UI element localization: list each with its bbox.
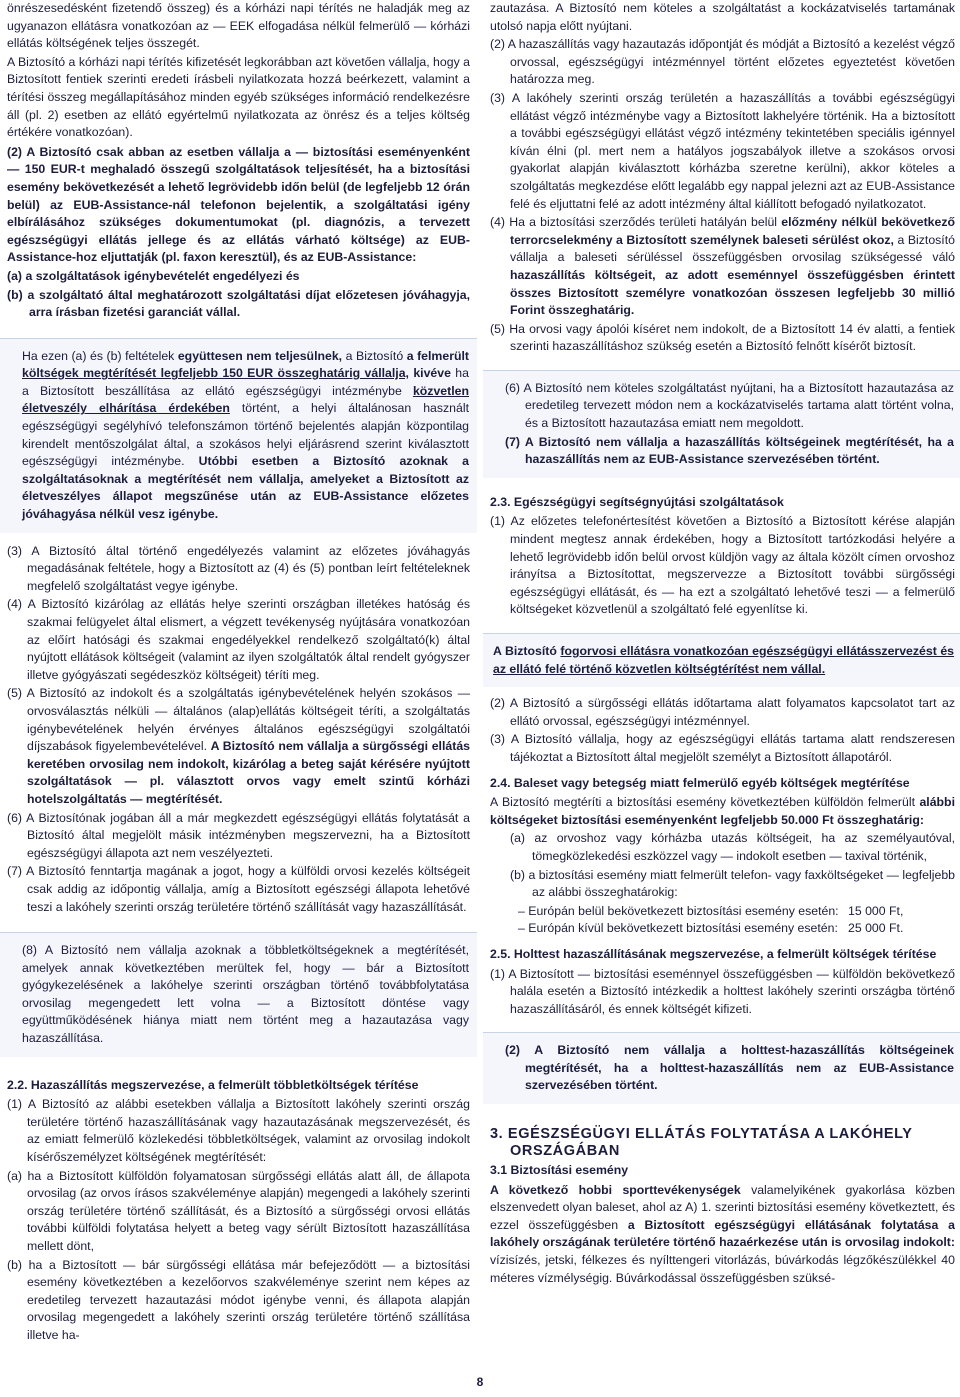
text-span: a Biztosított egészségügyi ellátásának folytatása a lakóhely országának területére történő hazaérkezése után is orvosilag indokolt: (490, 1217, 955, 1250)
notice-text: (8) A Biztosító nem vállalja azoknak a többletköltségeknek a megtérítését, amelyek annak következtében merültek fel, hogy — bár a Biztosított gyógykezelésének a lakóhelye szerinti országban történő továbbfolytatása orvosilag megengedett lett volna — a Biztosított döntése vagy együttműködésének hiánya miatt nem történt meg a hazautazása vagy hazaszállítása. (22, 943, 469, 1046)
text-span: fogorvosi ellátásra vonatkozóan egészségügyi ellátásszervezést és az ellátó felé történő közvetlen költségtérítést nem vállal. (493, 644, 955, 676)
paragraph (490, 794, 955, 829)
paragraph: önrészesedésként fizetendő összeg) és a kórházi napi térítés ne haladják meg az ugyanazon ellátásra vonatkozóan az — EEK elfogadása nélkül felmerülő — kórházi ellátás költségének teljes összegét. (7, 1, 470, 51)
list-item (490, 867, 955, 902)
text-span: A Biztosító nem vállalja a sürgősségi ellátás keretében orvosilag nem indokolt, kizárólag a beteg saját kérésére nyújtott szolgáltatások — pl. választott orvos vagy emelt szintű kórházi hotelszolgáltatás — megtérítését. (27, 739, 470, 806)
amount-value: 15 000 Ft, (848, 903, 904, 918)
section-heading: 2.4. Baleset vagy betegség miatt felmerülő egyéb költségek megtérítése (490, 775, 910, 790)
notice-box (0, 338, 477, 533)
notice-text (493, 643, 954, 678)
text-span: kivéve (408, 366, 451, 381)
text-span: vízisízés, jetski, félkezes és nyílttengeri vitorlázás, búvárkodás légzőkészülékkel 40 méteres vízmélységig. Búvárkodással összefüggésben szüksé- (490, 1253, 955, 1285)
amount-label: – Európán belül bekövetkezett biztosítási esemény esetén: (518, 903, 839, 918)
text-span: együttesen nem teljesülnek, (177, 348, 343, 363)
section-heading: 2.3. Egészségügyi segítségnyújtási szolgáltatások (490, 494, 784, 509)
list-item: (a) ha a Biztosított külföldön folyamatosan sürgősségi ellátás alatt áll, de állapota orvosilag (az orvos írásos szakvéleménye alapján) megengedi a lakóhely szerinti ország területére történő szállítását, és a Biztosító a sürgősségi orvosi ellátás további külföldi folytatása helyett a beteg vagy sérült Biztosított hazaszállítása mellett dönt, (7, 1168, 470, 1253)
text-span: A Biztosító megtéríti a biztosítási esemény következtében külföldön felmerült (490, 795, 920, 810)
page-number: 8 (476, 1375, 484, 1389)
list-item: (b) ha a Biztosított — bár sürgősségi ellátása már befejeződött — a biztosítási esemény következtében a kezelőorvos szakvéleménye szerint nem képes az eredetileg tervezett hazautazási módot igénybe venni, és állapota alapján orvosilag megengedett a lakóhely szerinti ország területére történő szállítása illetve ha- (7, 1257, 470, 1342)
text-span: ha a Biztosított beszállítása az ellátó egészségügyi intézménybe (22, 366, 469, 398)
text-span: hazaszállítás költségeit, az adott eseménnyel összefüggésben érintett összes Biztosított személyre vonatkozóan összesen legfeljebb 30 millió Forint összeghatárig. (510, 267, 955, 318)
text-span: a felmerült (406, 348, 470, 363)
chapter-heading: 3. EGÉSZSÉGÜGYI ELLÁTÁS FOLYTATÁSA A LAKÓHELY ORSZÁGÁBAN (490, 1126, 913, 1160)
text-span: Ha ezen (a) és (b) feltételek (22, 348, 178, 363)
right-column (490, 0, 955, 1288)
amount-row (490, 920, 955, 938)
paragraph: (2) A Biztosító csak abban az esetben vállalja a — biztosítási eseményenként — 150 EUR-t meghaladó összegű szolgáltatások teljesítését, ha a biztosítási esemény bekövetkezését a lehető legrövidebb időn belül (de legfeljebb 12 órán belül) az EUB-Assistance-nál telefonon bejelentik, a szolgáltatási igény elbírálásához szükséges dokumentumokat (pl. diagnózis, a tervezett egészségügyi ellátás jellege és az ellátás várható költsége) az EUB-Assistance-hoz eljuttatják (pl. faxon keresztül), és az EUB-Assistance: (7, 144, 470, 265)
list-item (490, 830, 955, 865)
section-heading: 2.5. Holttest hazaszállításának megszervezése, a felmerült költségek térítése (490, 946, 937, 961)
notice-text: (2) A Biztosító nem vállalja a holttest-hazaszállítás költségeinek megtérítését, ha a holttest-hazaszállítás nem az EUB-Assistance szervezésében történt. (505, 1043, 954, 1093)
notice-text: (7) A Biztosító nem vállalja a hazaszállítás költségeinek megtérítését, ha a hazaszállítás nem az EUB-Assistance szervezésében történt. (505, 434, 954, 467)
paragraph: A Biztosító a kórházi napi térítés kifizetését legkorábban azt követően vállalja, hogy a Biztosított fentiek szerinti eredeti írásbeli nyilatkozata hozzá beérkezett, valamint a térítési összeg megállapításához minden egyéb szükséges információ rendelkezésre áll (pl. 2) esetben az ellátó egyértelmű nyilatkozata az önrész és a teljes költség értékére vonatkozóan). (7, 54, 470, 140)
paragraph: (3) A lakóhely szerinti ország területén a hazaszállítás a további egészségügyi ellátást végző intézménybe vagy a Biztosított lakhelyére történik. Ha a biztosított a további egészségügyi ellátást végző intézmény tekintetében speciális igénnyel kíván élni (pl. mert nem a hatályos jogszabályok illetve a szokásos orvosi gyakorlat alapján kiválasztott kórházba szeretne kerülni), akkor köteles a szolgáltatás megkezdése előtt legalább egy nappal jelezni azt az EUB-Assistance felé és eljuttatni felé az adott intézmény által kiállított befogadó nyilatkozatot. (490, 90, 955, 211)
paragraph: (5) Ha orvosi vagy ápolói kíséret nem indokolt, de a Biztosított 14 év alatti, a fentiek szerinti hazaszállításhoz szükség esetén a Biztosító felnőtt kísérőt biztosít. (490, 321, 955, 354)
notice-text: (6) A Biztosító nem köteles szolgáltatást nyújtani, ha a Biztosított hazautazása az eredetileg tervezett módon nem a kockázatviselés tartama alatt történt volna, és a Biztosított hazautazása emiatt nem megoldott. (505, 380, 954, 431)
amount-value: 25 000 Ft. (848, 921, 904, 936)
text-span: közvetlen életveszély elhárítása érdekében (22, 383, 469, 416)
paragraph: (1) Az előzetes telefonértesítést követően a Biztosító a Biztosított kérése alapján mindent megtesz annak érdekében, hogy a Biztosított tartózkodási helyére a lehető legrövidebb időn belül orvost küldjön vagy az általa közölt címen orvoshoz irányítsa a Biztosítottat, megszervezze a Biztosított további sürgősségi egészségügyi ellátását, és — ha ezt a szolgáltató lehetővé teszi — a felmerülő költségeket közvetlenül a szolgáltató felé egyenlítse ki. (490, 514, 955, 617)
paragraph: (7) A Biztosító fenntartja magának a jogot, hogy a külföldi orvosi kezelés költségeit csak addig az időpontig vállalja, amíg a Biztosított egészségi állapota lehetővé teszi a lakóhely szerinti ország területére történő szállítását vagy hazaszállítását. (7, 864, 470, 914)
notice-box (483, 633, 960, 687)
paragraph: (3) A Biztosító vállalja, hogy az egészségügyi ellátás tartama alatt rendszeresen tájékoztat a Biztosított által megjelölt személyt a Biztosított állapotáról. (490, 732, 955, 764)
text-span: (5) A Biztosító az indokolt és a szolgáltatás igénybevételének helyén szokásos — orvosválasztás nélküli — általános (alap)ellátás költségeit téríti, a szolgáltatás igénybevételének helyén érvényes általános egészségügyi szolgáltatói díjszabások figyelembevételével. (7, 686, 470, 754)
list-item: (a) a szolgáltatások igénybevételét engedélyezi és (7, 268, 300, 283)
text-span: előzmény nélkül bekövetkező terrorcselekmény a Biztosított személynek baleseti sérülést okoz, (510, 215, 956, 247)
text-span: történt, a helyi általánosan használt egészségügyi segélyhívó telefonszámon történő bejelentés alapján központilag kirendelt mentőszolgálat által, a szokásos helyi eljárásrend szerint kiválasztott egészségügyi intézménybe. (22, 401, 469, 469)
notice-box (0, 932, 477, 1057)
paragraph (7, 685, 470, 808)
text-span: (4) Ha a biztosítási szerződés területi hatályán belül (490, 215, 782, 230)
paragraph (490, 214, 955, 320)
text-span: A következő hobbi sporttevékenységek (490, 1182, 741, 1197)
text-span: (a) az orvoshoz vagy kórházba utazás költségeit, ha az személyautóval, tömegközlekedési eszközzel vagy — indokolt esetben — taxival történik, (510, 831, 955, 863)
text-span: (b) a biztosítási esemény miatt felmerült telefon- vagy faxköltségeket — legfeljebb az alábbi összeghatárokig: (510, 867, 955, 900)
notice-box (483, 370, 960, 478)
section-heading: 2.2. Hazaszállítás megszervezése, a felmerült többletköltségek térítése (7, 1077, 419, 1092)
text-span: a Biztosító (342, 348, 407, 363)
paragraph: (1) A Biztosító az alábbi esetekben vállalja a Biztosított lakóhely szerinti ország területére történő hazaszállításának vagy hazautazásának megszervezését, és az emiatt felmerülő közlekedési többletköltségek, valamint az orvosilag indokolt kísérőszemélyzet költségének megtérítését: (7, 1097, 470, 1165)
text-span: Utóbbi esetben a Biztosító azoknak a szolgáltatásoknak a megtérítését nem vállalja, amelyeket a Biztosított az életveszélyes állapot megszűnése után az EUB-Assistance előzetes jóváhagyása nélkül vesz igénybe. (22, 454, 470, 522)
paragraph: (4) A Biztosító kizárólag az ellátás helye szerinti országban illetékes hatóság és szakmai felügyelet által elismert, a végzett tevékenység nyújtására vonatkozóan az előírt hatósági és szakmai engedélyekkel rendelkező szolgáltató(k) által nyújtott ellátások költségeit (valamint az ilyen szolgáltatók által rendelt gyógyszer illetve gyógyászati segédeszköz költségeit) téríti meg. (7, 597, 470, 682)
amount-row (490, 903, 955, 921)
notice-box (483, 1032, 960, 1104)
text-span: a Biztosító vállalja a baleseti sérüléssel összefüggésben orvosilag szükségessé váló (510, 232, 955, 265)
notice-text (22, 348, 469, 524)
list-item: (b) a szolgáltató által meghatározott szolgáltatási díjat előzetesen jóváhagyja, arra írásban fizetési garanciát vállal. (7, 287, 470, 320)
paragraph: (2) A hazaszállítás vagy hazautazás időpontját és módját a Biztosító a kezelést végző orvossal, egészségügyi intézménnyel történt előzetes egyeztetést követően határozza meg. (490, 37, 955, 87)
amount-label: – Európán kívül bekövetkezett biztosítási esemény esetén: (518, 921, 838, 936)
text-span: A Biztosító (493, 644, 561, 658)
text-span: valamelyikének gyakorlása közben elszenvedett olyan baleset, ahol az A) 1. szerinti biztosítási esemény következtett, és ezzel összefüggésben (490, 1182, 955, 1232)
paragraph (490, 1182, 955, 1288)
paragraph: (6) A Biztosítónak jogában áll a már megkezdett egészségügyi ellátás folytatását a Biztosító által megjelölt másik intézményben megszervezni, ha a Biztosított egészségügyi állapota azt nem veszélyezteti. (7, 810, 470, 860)
text-span: alábbi költségeket biztosítási eseményenként legfeljebb 50.000 Ft összeghatárig: (490, 795, 955, 827)
left-column (7, 0, 470, 1346)
paragraph: (3) A Biztosító által történő engedélyezés valamint az előzetes jóváhagyás megadásának feltétele, hogy a Biztosított az (4) és (5) pontban leírt feltételeknek megfelelő szolgáltatást vegye igénybe. (7, 543, 470, 593)
text-span: költségek megtérítését legfeljebb 150 EUR összeghatárig vállalja, (22, 366, 409, 381)
paragraph: zautazása. A Biztosító nem köteles a szolgáltatást a kockázatviselés tartamának utolsó napja előtt nyújtani. (490, 1, 955, 33)
paragraph: (1) A Biztosított — biztosítási eseménnyel összefüggésben — külföldön bekövetkező halála esetén a Biztosító intézkedik a holttest lakóhely szerinti országba történő hazaszállításáról, és ennek költségét kifizeti. (490, 966, 955, 1016)
section-heading: 3.1 Biztosítási esemény (490, 1163, 629, 1178)
paragraph: (2) A Biztosító a sürgősségi ellátás időtartama alatt folyamatos kapcsolatot tart az ellátó orvossal, egészségügyi intézménnyel. (490, 696, 955, 728)
